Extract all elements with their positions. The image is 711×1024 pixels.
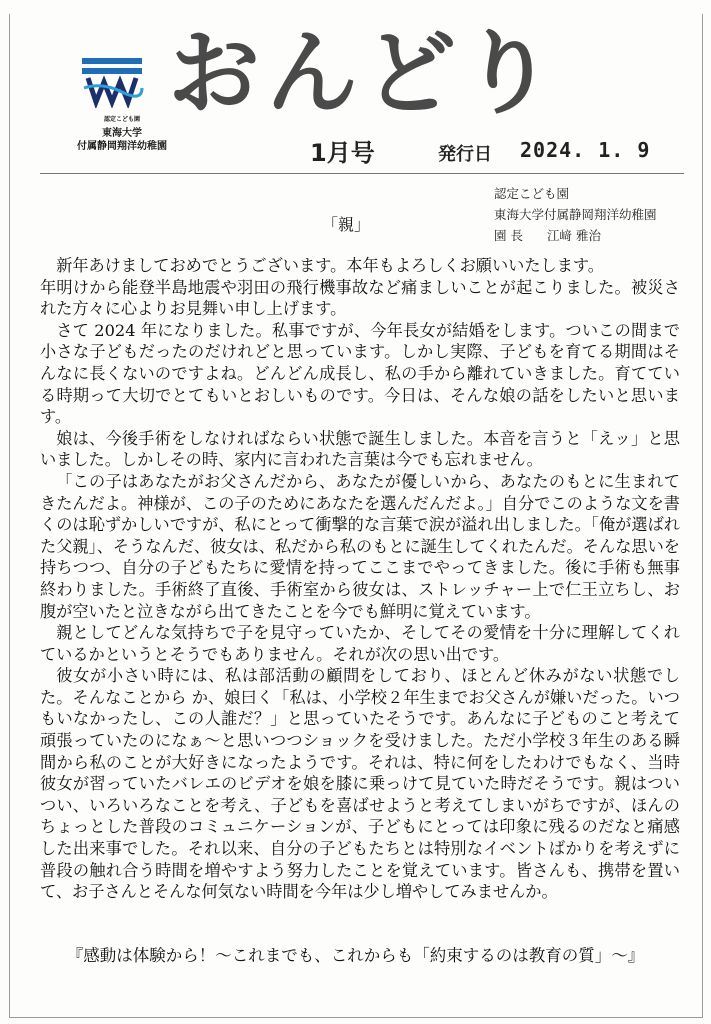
author-role-name — [494, 225, 657, 246]
issue-label: 1月号 — [310, 139, 375, 167]
logo-text-line2: 東海大学 — [102, 128, 142, 139]
page-border-left — [9, 14, 10, 1018]
pubdate-value: 2024. 1. 9 — [520, 138, 651, 162]
paragraph: 娘は、今後手術をしなければならい状態で誕生しました。本音を言うと「えッ」と思いました。しかしその時、家内に言われた言葉は今でも忘れません。 — [40, 428, 680, 470]
paragraph: 親としてどんな気持ちで子を見守っていたか、そしてその愛情を十分に理解してくれているかというとそうでもありません。それが次の思い出です。 — [40, 623, 680, 664]
page-border-bottom — [9, 1017, 703, 1018]
newsletter-title: おんどり — [168, 20, 561, 127]
school-logo — [62, 58, 182, 158]
author-block — [494, 183, 657, 246]
author-name: 江﨑 雅治 — [546, 228, 601, 243]
paragraph: 「この子はあなたがお父さんだから、あなたが優しいから、あなたのもとに生まれてきたんだよ。神様が、この子のためにあなたを選んだんだよ。」自分でこのような文を書くのは恥ずかしいですが、私にとって衝撃的な言葉で涙が溢れ出しました。「俺が選ばれた父親」、そうなんだ、彼女は、私だから私のもとに誕生してくれたんだ。そんな思いを持ちつつ、自分の子どもたちに愛情を持ってここまでやってきました。後に手術も無事終わりました。手術終了直後、手術室から彼女は、ストレッチャー上で仁王立ちし、お腹が空いたと泣きながら出てきたことを今でも鮮明に覚えています。 — [40, 471, 680, 621]
pubdate-label: 発行日 — [438, 144, 492, 165]
author-org-name: 東海大学付属静岡翔洋幼稚園 — [494, 207, 657, 222]
page-border-right — [702, 14, 703, 1018]
author-org-type: 認定こども園 — [494, 186, 570, 201]
paragraph: 彼女が小さい時には、私は部活動の顧問をしており、ほとんど休みがない状態でした。そんなことから か、娘曰く「私は、小学校２年生までお父さんが嫌いだった。いつもいなかったし、この人誰だ？」と思っていたそうです。あんなに子どものこと考えて頑張っていたのになぁ～と思いつつショックを受けました。ただ小学校３年生のある瞬間から私のことが大好きになったようです。それは、特に何をしたわけでもなく、当時彼女が習っていたバレエのビデオを娘を膝に乗っけて見ていた時だそうです。親はついつい、いろいろなことを考え、子どもを喜ばせようと考えてしまいがちですが、ほんのちょっとした普段のコミュニケーションが、子どもにとっては印象に残るのだなと痛感した出来事でした。それ以来、自分の子どもたちとは特別なイベントばかりを考えずに普段の触れ合う時間を増やすよう努力したことを覚えています。皆さんも、携帯を置いて、お子さんとそんな何気ない時間を今年は少し増やしてみませんか。 — [40, 666, 680, 902]
logo-text-line1: 認定こども園 — [103, 116, 140, 123]
article-body — [40, 255, 680, 903]
paragraph: 年明けから能登半島地震や羽田の飛行機事故など痛ましいことが起こりました。被災された方々に心よりお見舞い申し上げます。 — [40, 277, 680, 319]
paragraph: さて 2024 年になりました。私事ですが、今年長女が結婚をします。ついこの間まで小さな子どもだったのだけれどと思っています。しかし実際、子どもを育てる期間はそんなに長くないのですよね。どんどん成長し、私の手から離れていきました。育てている時期って大切でとてもいとおしいものです。今日は、そんな娘の話をしたいと思います。 — [40, 320, 680, 427]
closing-slogan: 『感動は体験から！～これまでも、これからも「約束するのは教育の質」～』 — [66, 946, 645, 965]
paragraph: 新年あけましておめでとうございます。本年もよろしくお願いいたします。 — [56, 256, 604, 275]
header-divider — [40, 173, 684, 174]
logo-text-line3: 付属静岡翔洋幼稚園 — [77, 141, 167, 152]
article-heading: 「親」 — [322, 215, 371, 234]
author-role: 園 長 — [494, 228, 523, 243]
school-emblem-icon — [82, 58, 162, 108]
